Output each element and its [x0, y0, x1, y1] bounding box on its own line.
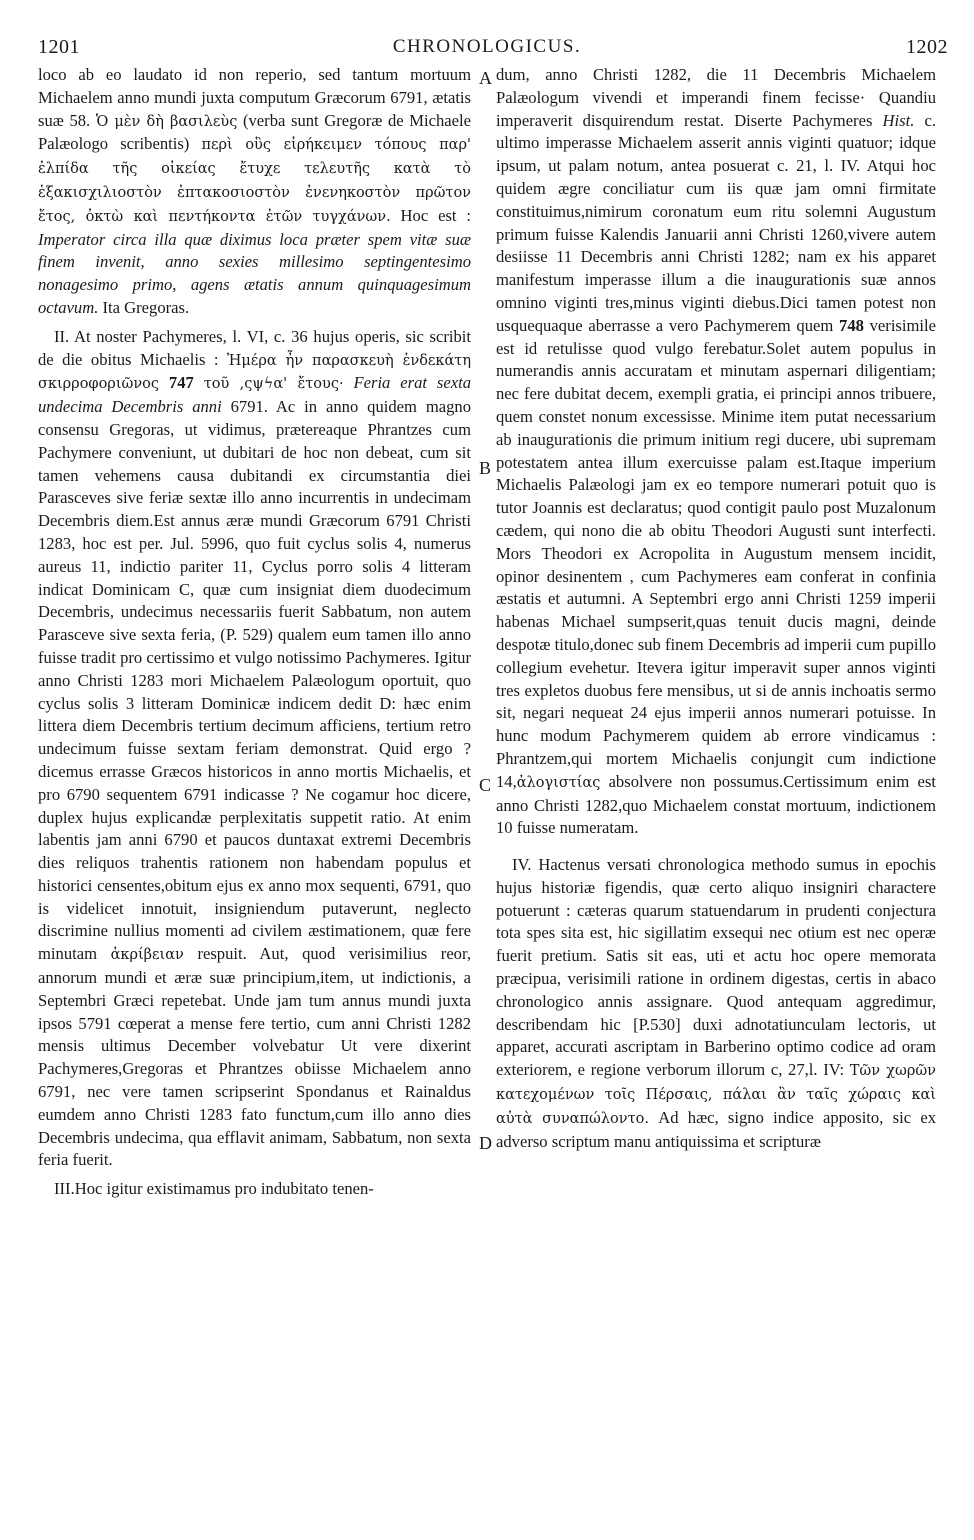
text-run: Ad hæc, signo indice apposito, sic ex adverso scriptum manu antiquissima et scripturæ — [496, 1107, 937, 1151]
italic-text: Imperator circa illa quæ diximus loca præter spem vitæ suæ finem invenit, anno sexies millesimo septingentesimo nonagesimo primo, agens ætatis annum quinquagesimum octavum. — [38, 229, 471, 317]
greek-text: περὶ οὓς εἰρήκειμεν τόπους παρ' ἐλπίδα τῆς οἰκείας ἔτυχε τελευτῆς κατὰ τὸ ἑξακισχιλιοστὸν ἑπτακοσιοστὸν ἐνενηκοστὸν πρῶτον ἔτος, ὀκτὼ καὶ πεντήκοντα ἐτῶν τυγχάνων. — [38, 137, 471, 225]
text-run: 6791. Ac in anno quidem magno consensu Gregoras, ut vidimus, prætereaque Phrantzes cum Pachymere conveniunt, ut dubitari de hoc non debeat, cum sit tamen vehemens causa dubitandi ex circumstantia diei Parasceves sive feriæ sextæ illo anno incurrentis in undecimam Decembris diem.Est annus æræ mundi Græcorum 6791 Christi 1283, hoc est per. Jul. 5996, quo fuit cyclus solis 4, numerus aureus 11, indictio pariter 11, Cyclus porro solis 4 litteram indicat Dominicam C, quæ cum insigniat diem duodecimum Decembris, undecimus necessariis fuerit Sabbatum, non autem Parasceve sive sexta feria, (P. 529) qualem eum tamen illo anno fuisse tradit pro certissimo et vulgo notissimo Pachymeres. Igitur anno Christi 1283 mori Michaelem Palæologum oportuit, quo cyclus solis 3 litteram Dominicæ indicem dedit D: hæc enim littera diem Decembris tertium decimum afficiens, tertium retro undecimum fuisse sextam feriam demonstrat. Quid ergo ? dicemus errasse Græcos historicos in anno mortis Michaelis, et pro 6790 sequentem 6791 indicasse ? Ne cogamur hoc dicere, duplex hujus explicandæ perplexitatis suppetit ratio. At enim labentis jam anni 6790 et paucos duntaxat extremi Decembris dies reliquos trahentis rationem non habendam populus et historici censentes,obitum ejus ex anno mox sequenti, 6791, quo is videlicet innotuit, insigniendum putaverunt, neglecto discrimine nullius momenti ad civilem æstimationem, quæ fere minutam — [38, 397, 471, 964]
right-column — [496, 64, 936, 1153]
paragraph — [38, 1178, 471, 1201]
paragraph — [496, 64, 936, 840]
text-run — [344, 373, 354, 392]
greek-text: Ἡμέρα ἦν παρασκευὴ ἑνδεκάτη σκιρροφοριῶνος — [38, 352, 471, 393]
page-number-left: 1201 — [38, 36, 80, 58]
text-run: c. ultimo imperasse Michaelem asserit annis viginti quatuor; idque ipsum, ut palam notum, antea posuerat c. 21, l. IV. Atqui hoc quidem ægre conciliatur cum iis quæ jam omni firmitate constituimus,nimirum coronatum eum ritu solemni Augustum primum fuisse Kalendis Januarii anni Christi 1260,vivere autem desiisse 11 Decembris anni Christi 1282; nam ex his apparet manifestum imperasse illum a die inaugurationis suæ annos omnino viginti tres,minus viginti diebus.Dici tamen potest non usquequaque aberrasse a vero Pachymerem quem — [496, 110, 936, 335]
greek-text: ἀλογιστίας — [516, 774, 601, 791]
margin-number: 747 — [159, 373, 204, 393]
greek-text: ἀκρίβειαν — [110, 947, 184, 964]
text-run: II. At noster Pachymeres, l. VI, c. 36 hujus operis, sic scribit de die obitus Michaelis : — [38, 326, 471, 369]
margin-number: 748 — [839, 315, 864, 335]
text-run: (verba sunt Gregoræ de Michaele Palæologo scribentis) — [38, 110, 471, 154]
paragraph — [496, 854, 936, 1153]
page-number-right: 1202 — [906, 36, 948, 58]
paragraph — [38, 64, 471, 320]
text-run: dum, anno Christi 1282, die 11 Decembris Michaelem Palæologum vivendi et imperandi finem fecisse· Quandiu imperaverit disquirendum restat. Diserte Pachymeres — [496, 65, 936, 130]
text-run: absolvere non possumus.Certissimum enim est anno Christi 1282,quo Michaelem constat mortuum, indictionem 10 fuisse numeratam. — [496, 771, 936, 838]
page-header — [0, 0, 974, 62]
text-run: respuit. Aut, quod verisimilius reor, annorum mundi et æræ suæ principium,item, ut indictionis, a Septembri Græci repetebat. Unde jam tum annus mundi juxta ipsos 5791 cœperat a mense fere tertio, cum anni Christi 1282 mensis ultimus December volvebatur Ut vere dixerint Pachymeres,Gregoras et Phrantzes obiisse Michaelem anno 6791, nec vere tamen scripserint Spondanus et Rainaldus eumdem anno Christi 1283 fato functum,cum illo anno dies Decembris undecima, qua efflavit animam, Sabbatum, non sexta feria fuerit. — [38, 944, 471, 1170]
paragraph — [38, 326, 471, 1172]
text-run: IV. Hactenus versati chronologica methodo sumus in epochis hujus historiæ figendis, quæ certo aliquo insigniri charactere potuerunt : cæteras quarum statuendarum in prudenti conjectura tota spes sita est, hic sigillatim exsequi nec otium est nec operæ fuerit pretium. Satis sit eas, uti et actu hoc opere memorata præcipua, verisimili ratione in ordinem digestas, certis in abaco chronologico annis assignare. Quod antequam aggredimur, describendam hic [P.530] duxi adnotatiunculam lectoris, ut apparet, accurati ascriptam in Barberino optimo codice ad oram exteriorem, e regione verborum illorum c, 27,l. IV: — [496, 855, 936, 1080]
greek-text: Ὁ μὲν δὴ βασιλεὺς — [95, 113, 238, 130]
italic-text: Hist. — [882, 110, 915, 130]
text-run: III.Hoc igitur existimamus pro indubitato tenen- — [54, 1179, 374, 1199]
margin-marker: B — [479, 458, 492, 478]
greek-text: Τῶν χωρῶν κατεχομένων τοῖς Πέρσαις, πάλαι ἂν ταῖς χώραις καὶ αὐτὰ συναπώλοντο. — [496, 1063, 936, 1127]
margin-marker: A — [479, 68, 492, 88]
text-run: Hoc est : — [390, 205, 471, 225]
margin-marker: C — [479, 775, 492, 795]
text-run: loco ab eo laudato id non reperio, sed tantum mortuum Michaelem anno mundi juxta computum Græcorum 6791, ætatis suæ 58. — [38, 65, 471, 130]
text-run: verisimile est id retulisse quod vulgo ferebatur.Solet autem populus in numerandis annis accuratam et minutam aspernari diligentiam; nec fere dubitat decem, exempli gratia, ei principi annos tribuere, quem constet nonum excessisse. Minime item putat necessarium ab inaugurationis die primum initium regi ducere, ubi supremam potestatem antea illum exercuisse palam est.Itaque imperium Michaelis Palæologi jam ex eo tempore numerari potuit quo is tutor Joannis est declaratus; quod contigit paulo post Muzalonum cædem, qui nono die ab obitu Theodori Augusti sunt interfecti. Mors Theodori ex Acropolita in Augustum mensem incidit, opinor desinentem , cum Pachymeres eam conferat in confinia æstatis et autumni. A Septembri ergo anni Christi 1259 imperii habenas Michael sumpserit,quas tenuit ducis magni, deinde despotæ titulo,donec sub finem Decembris ad imperii cum pupillo collegium evehetur. Itevera igitur imperavit super annos viginti tres expletos duobus fere mensibus, ut si de annis inchoatis sermo sit, negari nequeat 24 ejus imperii annos numerari potuisse. In hunc modum Pachymerem quidem ab errore vindicamus : Phrantzem,qui mortem Michaelis conjungit cum indictione 14, — [496, 315, 936, 791]
greek-text: τοῦ ,ςψϟα' ἔτους· — [203, 376, 344, 393]
margin-marker: D — [479, 1133, 492, 1153]
text-run: Ita Gregoras. — [98, 297, 190, 317]
italic-text: Feria erat sexta undecima Decembris anni — [38, 373, 471, 417]
left-column — [38, 64, 471, 1201]
running-title: CHRONOLOGICUS. — [392, 36, 582, 57]
